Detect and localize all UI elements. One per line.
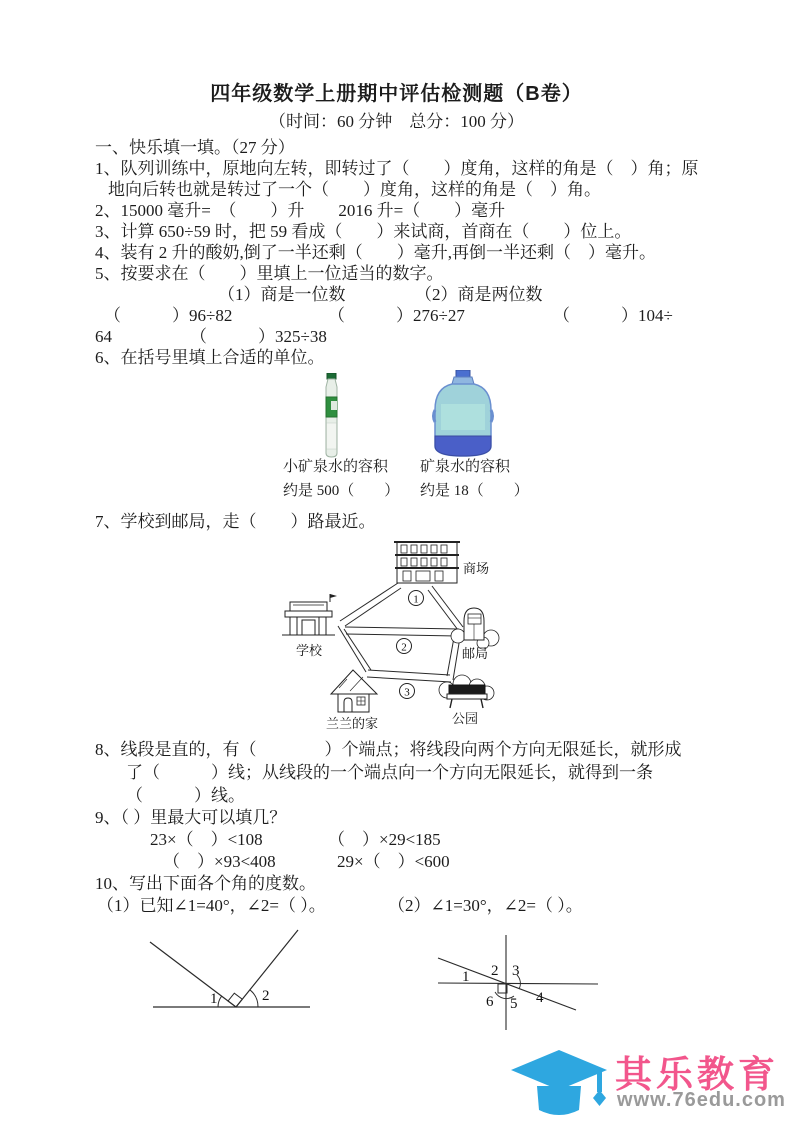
question-4: 4、装有 2 升的酸奶,倒了一半还剩（ ）毫升,再倒一半还剩（ ）毫升。 [95,243,656,262]
jug-base [435,436,491,456]
angle-1-label: 1 [210,991,218,1007]
cap-board [511,1050,607,1090]
big-water-jug-image [431,370,495,460]
route-1-badge [409,591,424,606]
big-bottle-caption-line2: 约是 18（ ） [420,483,529,499]
page-title: 四年级数学上册期中评估检测题（B卷） [210,83,583,105]
cap-tassel-end [593,1090,606,1106]
big-bottle-caption-line1: 矿泉水的容积 [420,459,511,475]
brand-name: 其乐教育 [615,1054,779,1095]
question-9: 9、（ ）里最大可以填几？ [95,808,287,827]
bottle-lower [327,423,337,449]
map-label-post-office: 邮局 [462,646,489,661]
route-2-badge [397,639,412,654]
question-1-line2: 地向后转也就是转过了一个（ ）度角，这样的角是（ ）角。 [108,180,601,199]
question-5-item2: （ ）276÷27 [328,306,465,325]
angle-a2-label: 2 [491,963,499,979]
angle-a4-label: 4 [536,990,544,1006]
question-7: 7、学校到邮局，走（ ）路最近。 [95,512,376,531]
question-1-line1: 1、队列训练中，原地向左转，即转过了（ ）度角，这样的角是（ ）角；原 [95,159,699,178]
angle-a5-label: 5 [510,996,518,1012]
question-5-item1: （ ）96÷82 [104,306,233,325]
angle-diagram-2 [428,930,608,1035]
angle-a3-label: 3 [512,963,520,979]
jug-handle-right [491,410,493,422]
angle-a1-label: 1 [462,969,470,985]
mall-building [394,542,460,583]
question-5-item3-wrap: 64 [95,327,112,346]
park-bench [439,675,494,708]
cap-tassel-cord [597,1070,602,1092]
question-9-item-b: （ ）×29<185 [328,830,441,849]
question-5-item3: （ ）104÷ [553,306,673,325]
bottle-cap [327,373,336,379]
jug-neck [452,377,474,384]
home-building [331,670,377,712]
angle-a6-label: 6 [486,994,494,1010]
small-water-bottle-image [315,373,347,459]
question-10-part1: （1）已知∠1=40°，∠2=（ ）。 [97,896,326,915]
question-5-item4: （ ）325÷38 [190,327,327,346]
question-5-option2: （2）商是两位数 [415,285,543,304]
question-6: 6、在括号里填上合适的单位。 [95,348,325,367]
question-5-option1: （1）商是一位数 [218,285,346,304]
question-5: 5、按要求在（ ）里填上一位适当的数字。 [95,264,444,283]
map-label-mall: 商场 [463,561,490,576]
small-bottle-caption-line1: 小矿泉水的容积 [283,459,389,475]
section-heading: 一、快乐填一填。（27 分） [95,138,295,157]
jug-cap [456,370,470,377]
bottle-label-patch [331,401,337,410]
map-roads [338,583,463,682]
small-bottle-caption-line2: 约是 500（ ） [283,483,400,499]
route-3-number: 3 [404,686,410,699]
question-3: 3、计算 650÷59 时，把 59 看成（ ）来试商，首商在（ ）位上。 [95,222,632,241]
page-subtitle: （时间：60 分钟 总分：100 分） [269,112,524,131]
route-3-badge [400,684,415,699]
question-10-part2: （2）∠1=30°，∠2=（ ）。 [388,896,583,915]
question-2: 2、15000 毫升= （ ）升 2016 升=（ ）毫升 [95,201,506,220]
question-10: 10、写出下面各个角的度数。 [95,874,316,893]
route-1-number: 1 [413,593,419,606]
question-9-item-c: （ ）×93<408 [163,852,276,871]
jug-highlight [441,404,485,430]
jug-handle-left [434,410,436,422]
map-label-home: 兰兰的家 [326,716,379,731]
map-label-school: 学校 [296,643,323,658]
graduation-cap-icon [503,1040,615,1122]
angle-diagram-1 [138,922,318,1017]
question-9-item-d: 29×（ ）<600 [337,852,450,871]
cap-base [537,1086,581,1115]
angle-2-label: 2 [262,988,270,1004]
question-8-line1: 8、线段是直的，有（ ）个端点；将线段向两个方向无限延长，就形成 [95,740,682,759]
route-map-diagram [270,528,522,736]
question-8-line2: 了（ ）线；从线段的一个端点向一个方向无限延长，就得到一条 [126,763,653,782]
school-building [282,594,337,635]
map-label-park: 公园 [452,711,479,726]
brand-website: www.76edu.com [617,1089,786,1111]
question-8-line3: （ ）线。 [126,786,245,805]
question-9-item-a: 23×（ ）<108 [150,830,263,849]
route-2-number: 2 [401,641,407,654]
